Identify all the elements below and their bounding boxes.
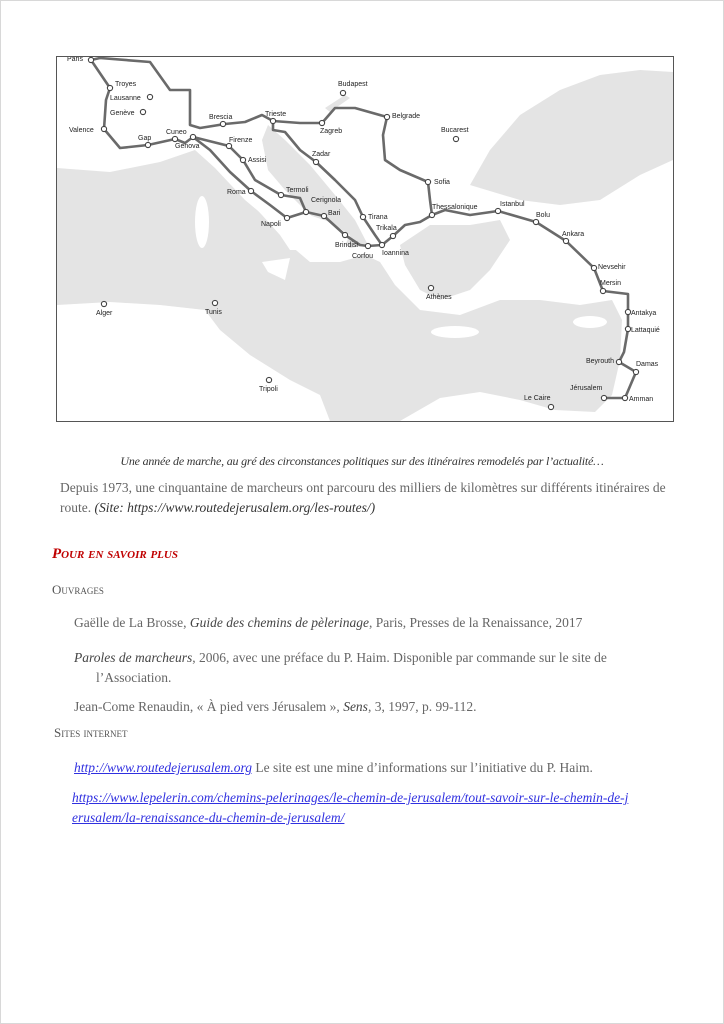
city-label-trieste: Trieste: [265, 111, 287, 118]
city-marker: [342, 232, 347, 237]
city-label-tripoli: Tripoli: [259, 386, 278, 393]
city-marker: [425, 179, 430, 184]
city-label-sofia: Sofia: [434, 179, 450, 186]
city-label-napoli: Napoli: [261, 221, 281, 228]
city-marker: [101, 301, 106, 306]
city-marker: [340, 90, 345, 95]
city-label-belgrade: Belgrade: [392, 113, 421, 120]
city-label-firenze: Firenze: [229, 137, 253, 144]
city-label-gap: Gap: [138, 135, 152, 142]
city-marker: [625, 309, 630, 314]
city-marker: [212, 300, 217, 305]
city-marker: [601, 395, 606, 400]
city-label-antakya: Antakya: [631, 310, 657, 317]
map-caption: Une année de marche, au gré des circonstances politiques sur des itinéraires remodelés par l’actualité…: [120, 454, 604, 468]
city-marker: [616, 359, 621, 364]
city-label-corfou: Corfou: [352, 253, 374, 260]
section-title: Pour en savoir plus: [52, 546, 178, 562]
city-label-genova: Genova: [175, 143, 200, 150]
books-heading: Ouvrages: [52, 582, 104, 597]
city-label-amman: Amman: [629, 396, 654, 403]
city-label-thessalonique: Thessalonique: [432, 204, 478, 211]
site-item: [72, 788, 632, 828]
city-label-jerusalem: Jérusalem: [570, 385, 603, 392]
city-label-ankara: Ankara: [562, 231, 585, 238]
city-label-beyrouth: Beyrouth: [586, 358, 615, 365]
route-map: [56, 56, 674, 422]
city-label-alger: Alger: [96, 310, 113, 317]
city-label-troyes: Troyes: [115, 81, 137, 88]
sites-heading: Sites internet: [54, 725, 128, 740]
city-label-ioannina: Ioannina: [382, 250, 409, 257]
city-label-termoli: Termoli: [286, 187, 309, 194]
city-marker: [88, 57, 93, 62]
city-label-lausanne: Lausanne: [110, 95, 141, 102]
city-marker: [384, 114, 389, 119]
city-label-trikala: Trikala: [376, 225, 397, 232]
city-marker: [190, 134, 195, 139]
city-marker: [563, 238, 568, 243]
city-marker: [172, 136, 177, 141]
city-label-zagreb: Zagreb: [320, 128, 343, 135]
city-marker: [633, 369, 638, 374]
city-marker: [360, 214, 365, 219]
corsica-sardinia-island: [195, 196, 209, 248]
city-label-bari: Bari: [328, 210, 341, 217]
site-link[interactable]: https://www.lepelerin.com/chemins-pelerinages/le-chemin-de-jerusalem/tout-savoir-sur-le-chemin-de-jerusalem/la-renaissance-du-chemin-de-jerusalem/: [72, 790, 629, 825]
city-marker: [266, 377, 271, 382]
city-label-bucarest: Bucarest: [441, 127, 469, 134]
city-marker: [495, 208, 500, 213]
black-sea: [470, 70, 673, 205]
book-item: Jean-Come Renaudin, « À pied vers Jérusalem », Sens, 3, 1997, p. 99-112.: [74, 699, 477, 714]
city-marker: [428, 285, 433, 290]
city-label-valence: Valence: [69, 127, 94, 134]
city-marker: [278, 192, 283, 197]
intro-text: Depuis 1973, une cinquantaine de marcheurs ont parcouru des milliers de kilomètres sur différents itinéraires de route.: [60, 480, 666, 515]
city-marker: [145, 142, 150, 147]
city-marker: [226, 143, 231, 148]
city-marker: [390, 233, 395, 238]
city-marker: [625, 326, 630, 331]
city-label-brindisi: Brindisi: [335, 242, 358, 249]
city-marker: [591, 265, 596, 270]
city-label-budapest: Budapest: [338, 81, 368, 88]
city-marker: [533, 219, 538, 224]
city-label-lattaquie: Lattaquié: [631, 327, 660, 334]
city-marker: [101, 126, 106, 131]
route-line: [383, 117, 432, 215]
city-marker: [107, 85, 112, 90]
city-marker: [313, 159, 318, 164]
city-label-tirana: Tirana: [368, 214, 388, 221]
city-marker: [303, 209, 308, 214]
city-marker: [220, 121, 225, 126]
city-label-cuneo: Cuneo: [166, 129, 187, 136]
city-label-lecaire: Le Caire: [524, 395, 551, 402]
site-link[interactable]: http://www.routedejerusalem.org: [74, 760, 252, 775]
city-label-cerignola: Cerignola: [311, 197, 341, 204]
city-marker: [622, 395, 627, 400]
city-label-assisi: Assisi: [248, 157, 267, 164]
city-marker: [548, 404, 553, 409]
city-label-nevsehir: Nevsehir: [598, 264, 626, 271]
city-marker: [248, 188, 253, 193]
intro-paragraph: [60, 478, 670, 518]
city-label-damas: Damas: [636, 361, 659, 368]
city-marker: [600, 288, 605, 293]
crete-island: [431, 326, 479, 338]
city-label-athenes: Athènes: [426, 294, 452, 301]
city-marker: [270, 118, 275, 123]
intro-source: (Site: https://www.routedejerusalem.org/les-routes/): [94, 500, 376, 515]
city-label-tunis: Tunis: [205, 309, 222, 316]
city-marker: [429, 212, 434, 217]
balaton-lake: [325, 95, 350, 112]
city-label-roma: Roma: [227, 189, 246, 196]
city-marker: [319, 120, 324, 125]
city-marker: [147, 94, 152, 99]
city-label-bolu: Bolu: [536, 212, 551, 219]
city-marker: [321, 213, 326, 218]
city-label-mersin: Mersin: [600, 280, 622, 287]
city-marker: [140, 109, 145, 114]
city-label-brescia: Brescia: [209, 114, 233, 121]
book-item: Gaëlle de La Brosse, Guide des chemins de pèlerinage, Paris, Presses de la Renaissance, 2017: [74, 615, 583, 630]
city-marker: [240, 157, 245, 162]
cyprus-island: [573, 316, 607, 328]
book-item: Paroles de marcheurs, 2006, avec une préface du P. Haim. Disponible par commande sur le site de l’Association.: [74, 650, 607, 685]
city-marker: [365, 243, 370, 248]
city-label-istanbul: Istanbul: [500, 201, 525, 208]
city-label-zadar: Zadar: [312, 151, 331, 158]
city-label-geneve: Genève: [110, 110, 135, 117]
city-marker: [453, 136, 458, 141]
site-item: http://www.routedejerusalem.org Le site est une mine d’informations sur l’initiative du P. Haim.: [74, 760, 593, 775]
city-marker: [379, 242, 384, 247]
aegean-sea: [400, 220, 510, 300]
city-marker: [284, 215, 289, 220]
city-label-paris: Paris: [67, 57, 83, 63]
